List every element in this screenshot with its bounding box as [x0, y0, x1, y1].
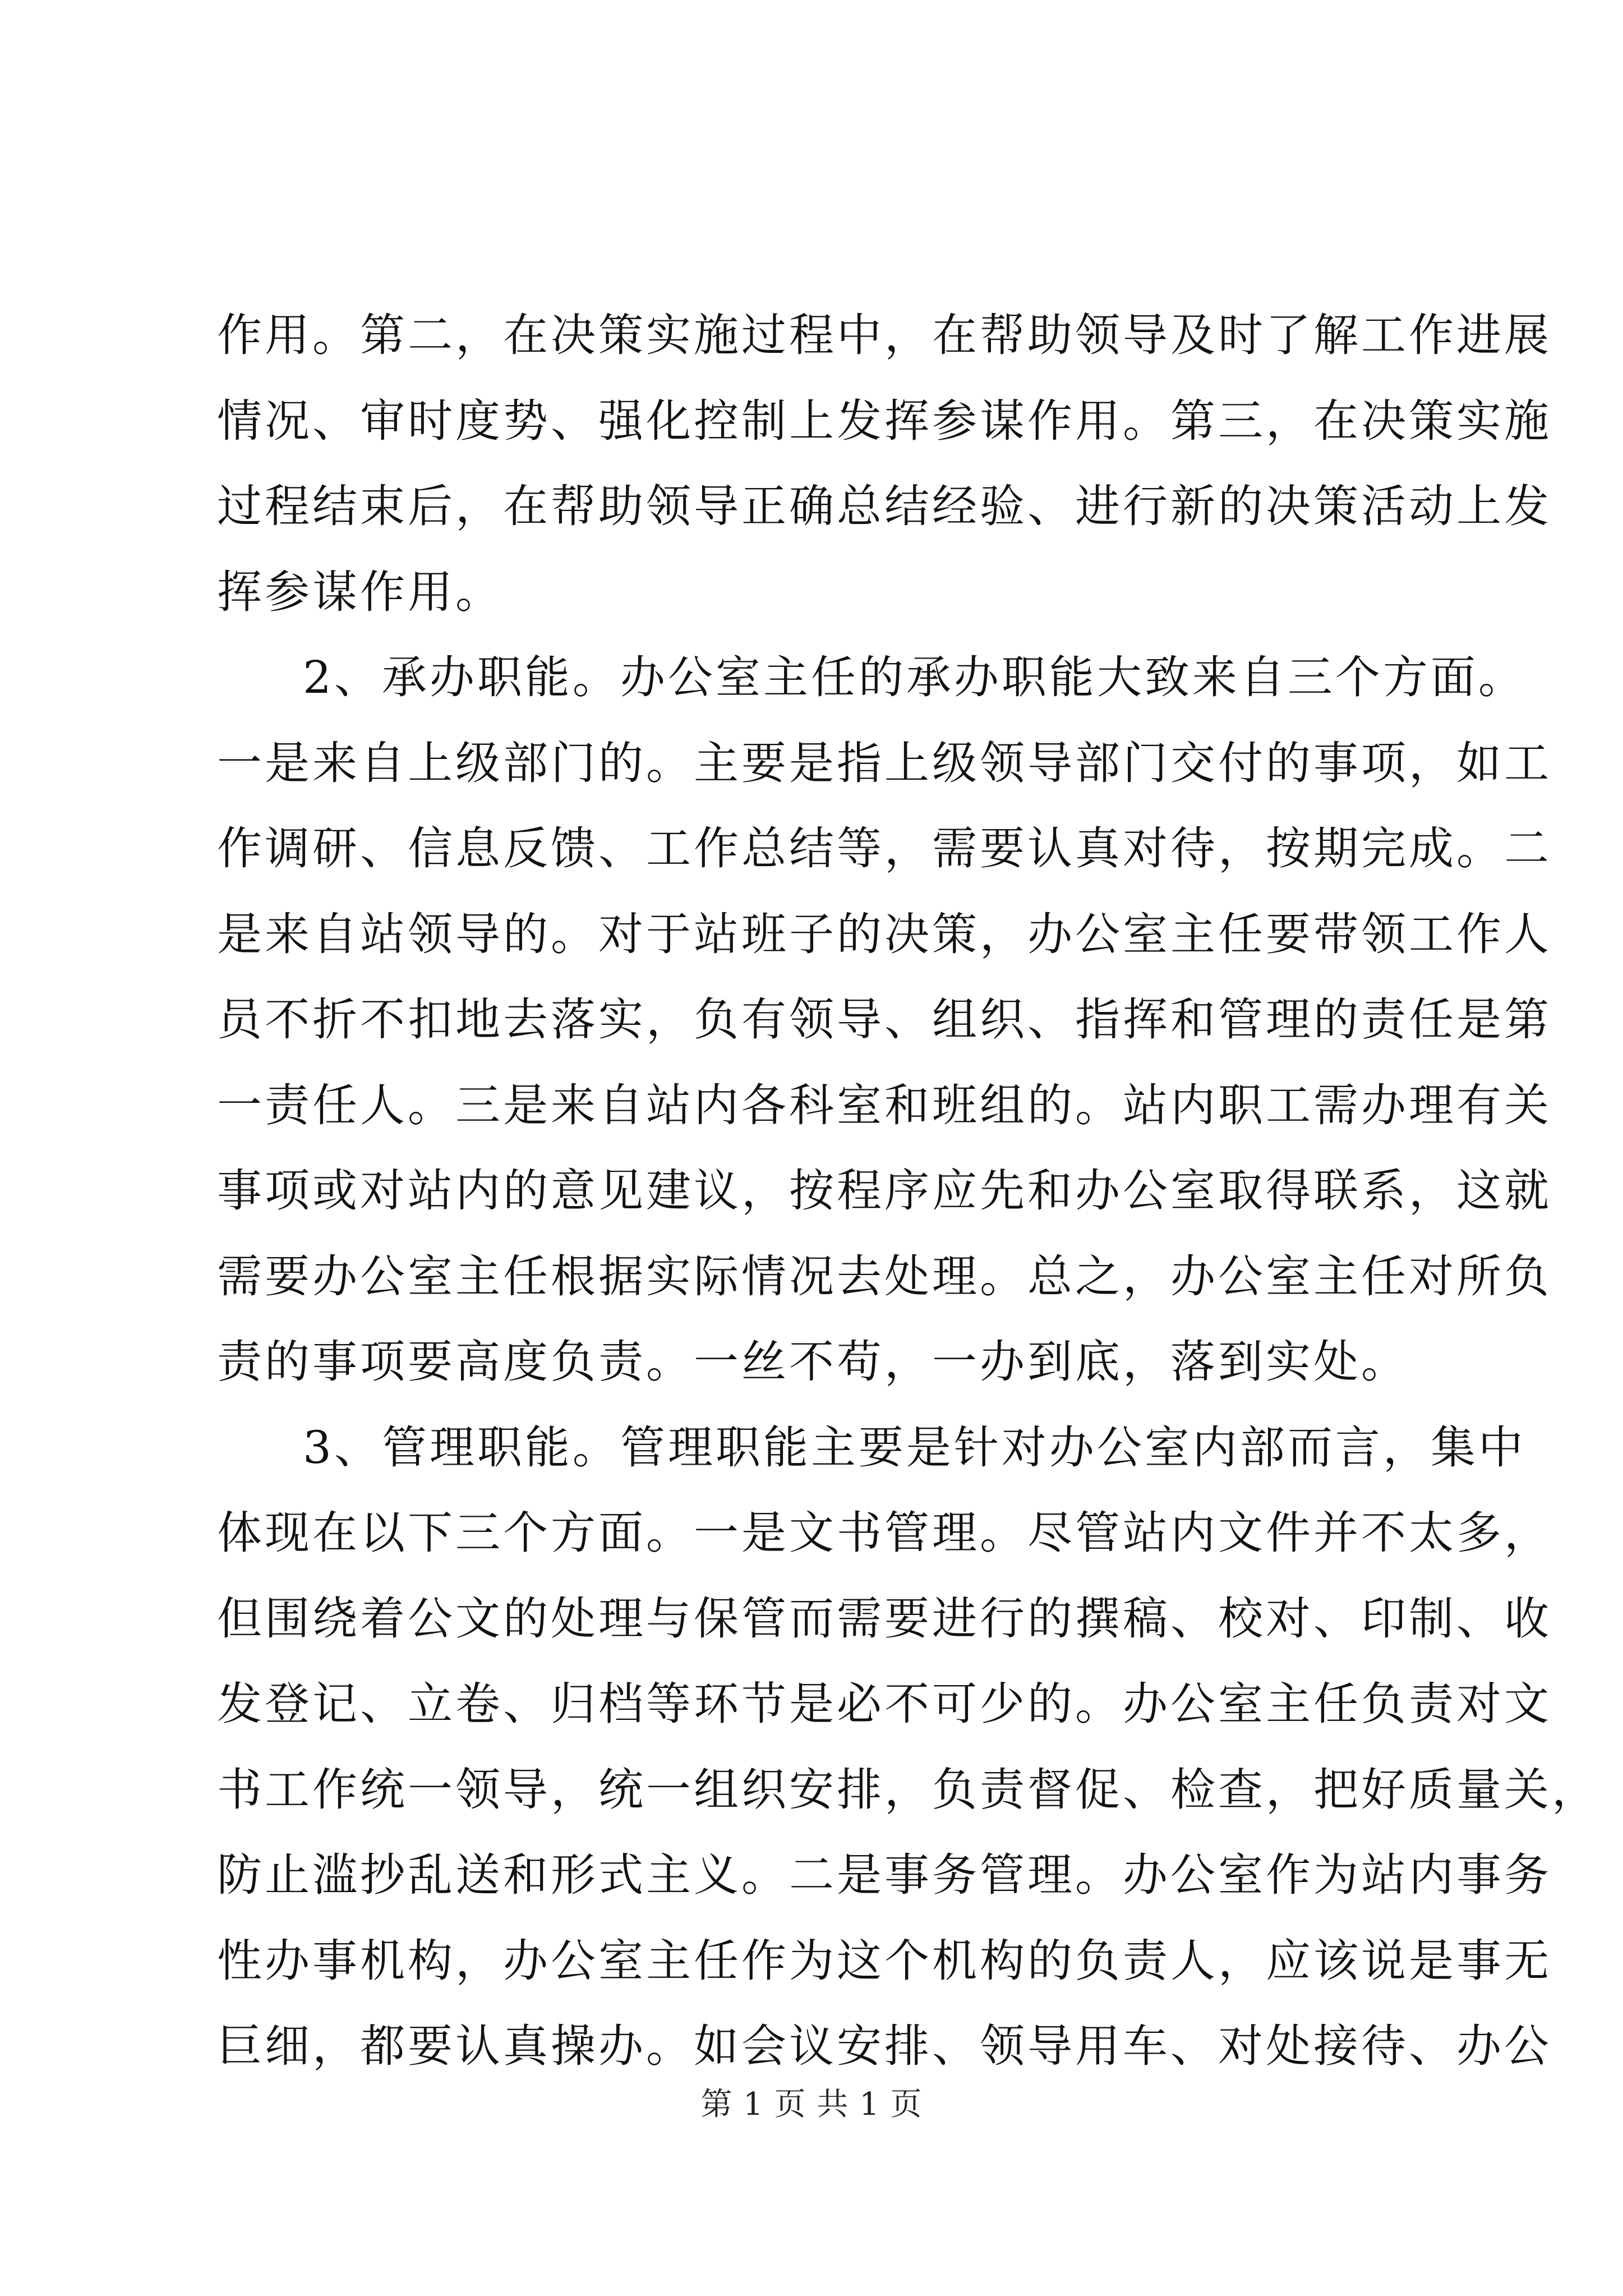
text-line: 巨细，都要认真操办。如会议安排、领导用车、对处接待、办公: [217, 2020, 1552, 2072]
text-line: 发登记、立卷、归档等环节是必不可少的。办公室主任负责对文: [217, 1678, 1552, 1730]
text-line: 体现在以下三个方面。一是文书管理。尽管站内文件并不太多，: [217, 1507, 1552, 1559]
page-footer: 第 1 页 共 1 页: [700, 2086, 923, 2123]
text-line: 员不折不扣地去落实，负有领导、组织、指挥和管理的责任是第: [217, 993, 1552, 1046]
text-line: 防止滥抄乱送和形式主义。二是事务管理。办公室作为站内事务: [217, 1849, 1552, 1901]
text-line: 需要办公室主任根据实际情况去处理。总之，办公室主任对所负: [217, 1250, 1552, 1303]
text-line: 一是来自上级部门的。主要是指上级领导部门交付的事项，如工: [217, 737, 1552, 789]
text-line: 作用。第二，在决策实施过程中，在帮助领导及时了解工作进展: [217, 309, 1552, 361]
text-line: 情况、审时度势、强化控制上发挥参谋作用。第三，在决策实施: [217, 395, 1552, 447]
text-line: 过程结束后，在帮助领导正确总结经验、进行新的决策活动上发: [217, 480, 1552, 532]
text-line: 挥参谋作用。: [217, 566, 503, 618]
paragraph-3-start: 3、管理职能。管理职能主要是针对办公室内部而言，集中: [303, 1421, 1526, 1474]
text-line: 责的事项要高度负责。一丝不苟，一办到底，落到实处。: [217, 1336, 1409, 1388]
text-line: 是来自站领导的。对于站班子的决策，办公室主任要带领工作人: [217, 908, 1552, 960]
paragraph-2-start: 2、承办职能。办公室主任的承办职能大致来自三个方面。: [303, 651, 1526, 703]
text-line: 但围绕着公文的处理与保管而需要进行的撰稿、校对、印制、收: [217, 1593, 1552, 1645]
text-line: 书工作统一领导，统一组织安排，负责督促、检查，把好质量关，: [217, 1764, 1599, 1816]
text-line: 事项或对站内的意见建议，按程序应先和办公室取得联系，这就: [217, 1165, 1552, 1217]
text-line: 作调研、信息反馈、工作总结等，需要认真对待，按期完成。二: [217, 822, 1552, 875]
text-line: 性办事机构，办公室主任作为这个机构的负责人，应该说是事无: [217, 1935, 1552, 1987]
text-line: 一责任人。三是来自站内各科室和班组的。站内职工需办理有关: [217, 1079, 1552, 1131]
